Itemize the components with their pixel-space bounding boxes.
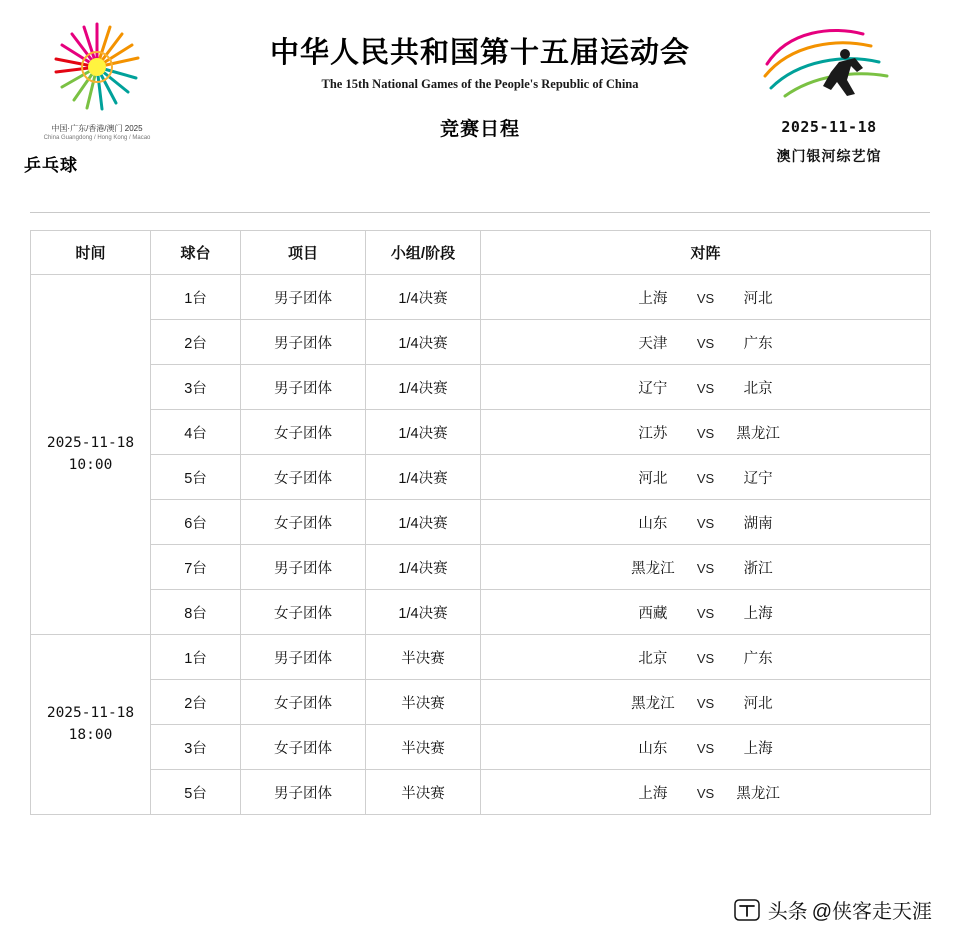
vs-label: VS — [696, 695, 715, 711]
cell-stage: 1/4决赛 — [366, 590, 481, 635]
venue-block — [724, 24, 934, 166]
cell-stage: 1/4决赛 — [366, 410, 481, 455]
watermark-label: 头条 — [767, 901, 808, 923]
team-away: 黑龙江 — [736, 425, 780, 442]
session-date: 2025-11-18 — [46, 435, 135, 452]
cell-table: 6台 — [151, 500, 241, 545]
cell-match — [481, 545, 931, 590]
watermark-text: @侠客走天涯 — [811, 901, 932, 923]
cell-stage: 1/4决赛 — [366, 275, 481, 320]
cell-event: 男子团体 — [241, 275, 366, 320]
team-home: 西藏 — [638, 605, 668, 622]
cell-table: 3台 — [151, 365, 241, 410]
team-away: 北京 — [743, 380, 773, 397]
session-time-cell — [31, 275, 151, 635]
cell-match — [481, 590, 931, 635]
games-emblem-icon — [759, 24, 899, 104]
cell-table: 7台 — [151, 545, 241, 590]
cell-match — [481, 770, 931, 815]
vs-label: VS — [696, 785, 715, 801]
team-home: 江苏 — [638, 425, 668, 442]
cell-event: 男子团体 — [241, 365, 366, 410]
fireworks-logo-icon — [32, 12, 162, 122]
title-block — [200, 30, 760, 141]
team-home: 山东 — [638, 515, 668, 532]
table-header-row — [31, 231, 931, 275]
cell-stage: 半决赛 — [366, 635, 481, 680]
logo-caption-en: China Guangdong / Hong Kong / Macao — [43, 135, 151, 141]
col-header-table: 球台 — [151, 231, 241, 275]
cell-table: 2台 — [151, 320, 241, 365]
team-home: 黑龙江 — [631, 560, 675, 577]
team-away: 浙江 — [743, 560, 773, 577]
cell-match — [481, 410, 931, 455]
table-row — [31, 770, 931, 815]
cell-stage: 半决赛 — [366, 680, 481, 725]
document-title: 竞赛日程 — [439, 119, 520, 140]
team-home: 天津 — [638, 335, 668, 352]
table-row — [31, 725, 931, 770]
team-home: 上海 — [638, 785, 668, 802]
cell-event: 男子团体 — [241, 635, 366, 680]
schedule-table-wrap — [30, 230, 930, 815]
team-away: 广东 — [743, 650, 773, 667]
vs-label: VS — [696, 290, 715, 306]
logo-caption-cn: 中国·广东/香港/澳门 2025 — [51, 124, 143, 133]
page-header — [0, 0, 960, 200]
cell-stage: 1/4决赛 — [366, 500, 481, 545]
table-row — [31, 500, 931, 545]
toutiao-logo-icon — [734, 898, 760, 922]
team-home: 北京 — [638, 650, 668, 667]
cell-event: 女子团体 — [241, 725, 366, 770]
cell-match — [481, 635, 931, 680]
team-away: 河北 — [743, 695, 773, 712]
team-away: 黑龙江 — [736, 785, 780, 802]
vs-label: VS — [696, 515, 715, 531]
team-away: 广东 — [743, 335, 773, 352]
vs-label: VS — [696, 740, 715, 756]
cell-table: 5台 — [151, 770, 241, 815]
session-start: 18:00 — [68, 726, 113, 743]
cell-table: 1台 — [151, 275, 241, 320]
table-row — [31, 275, 931, 320]
sub-title-en: The 15th National Games of the People's Republic of China — [321, 77, 639, 91]
vs-label: VS — [696, 605, 715, 621]
cell-table: 2台 — [151, 680, 241, 725]
team-home: 山东 — [638, 740, 668, 757]
table-row — [31, 410, 931, 455]
cell-match — [481, 725, 931, 770]
cell-event: 男子团体 — [241, 320, 366, 365]
cell-stage: 半决赛 — [366, 770, 481, 815]
sport-name: 乒乓球 — [24, 156, 78, 175]
header-venue: 澳门银河综艺馆 — [776, 148, 882, 164]
table-row — [31, 455, 931, 500]
header-divider — [30, 212, 930, 213]
session-start: 10:00 — [68, 456, 113, 473]
cell-event: 女子团体 — [241, 455, 366, 500]
col-header-time: 时间 — [31, 231, 151, 275]
vs-label: VS — [696, 380, 715, 396]
cell-event: 女子团体 — [241, 500, 366, 545]
session-time-cell — [31, 635, 151, 815]
watermark — [734, 895, 932, 924]
session-date: 2025-11-18 — [46, 705, 135, 722]
cell-match — [481, 680, 931, 725]
cell-table: 4台 — [151, 410, 241, 455]
cell-table: 1台 — [151, 635, 241, 680]
cell-event: 女子团体 — [241, 410, 366, 455]
team-home: 上海 — [638, 290, 668, 307]
vs-label: VS — [696, 425, 715, 441]
vs-label: VS — [696, 470, 715, 486]
cell-stage: 1/4决赛 — [366, 365, 481, 410]
cell-event: 男子团体 — [241, 545, 366, 590]
team-away: 上海 — [743, 740, 773, 757]
table-row — [31, 365, 931, 410]
col-header-match: 对阵 — [481, 231, 931, 275]
team-home: 黑龙江 — [631, 695, 675, 712]
table-row — [31, 680, 931, 725]
cell-match — [481, 275, 931, 320]
cell-table: 3台 — [151, 725, 241, 770]
team-home: 辽宁 — [638, 380, 668, 397]
vs-label: VS — [696, 335, 715, 351]
header-date: 2025-11-18 — [781, 118, 877, 136]
cell-table: 8台 — [151, 590, 241, 635]
main-title: 中华人民共和国第十五届运动会 — [269, 37, 690, 69]
vs-label: VS — [696, 560, 715, 576]
cell-stage: 1/4决赛 — [366, 545, 481, 590]
cell-event: 男子团体 — [241, 770, 366, 815]
team-home: 河北 — [638, 470, 668, 487]
table-row — [31, 545, 931, 590]
cell-stage: 半决赛 — [366, 725, 481, 770]
cell-match — [481, 500, 931, 545]
cell-match — [481, 365, 931, 410]
games-logo-block — [22, 12, 172, 176]
col-header-stage: 小组/阶段 — [366, 231, 481, 275]
col-header-event: 项目 — [241, 231, 366, 275]
table-row — [31, 635, 931, 680]
vs-label: VS — [696, 650, 715, 666]
team-away: 河北 — [743, 290, 773, 307]
team-away: 湖南 — [743, 515, 773, 532]
cell-table: 5台 — [151, 455, 241, 500]
cell-stage: 1/4决赛 — [366, 455, 481, 500]
table-row — [31, 320, 931, 365]
cell-match — [481, 320, 931, 365]
cell-match — [481, 455, 931, 500]
cell-event: 女子团体 — [241, 680, 366, 725]
schedule-table — [30, 230, 931, 815]
cell-stage: 1/4决赛 — [366, 320, 481, 365]
team-away: 上海 — [743, 605, 773, 622]
cell-event: 女子团体 — [241, 590, 366, 635]
team-away: 辽宁 — [743, 470, 773, 487]
table-row — [31, 590, 931, 635]
